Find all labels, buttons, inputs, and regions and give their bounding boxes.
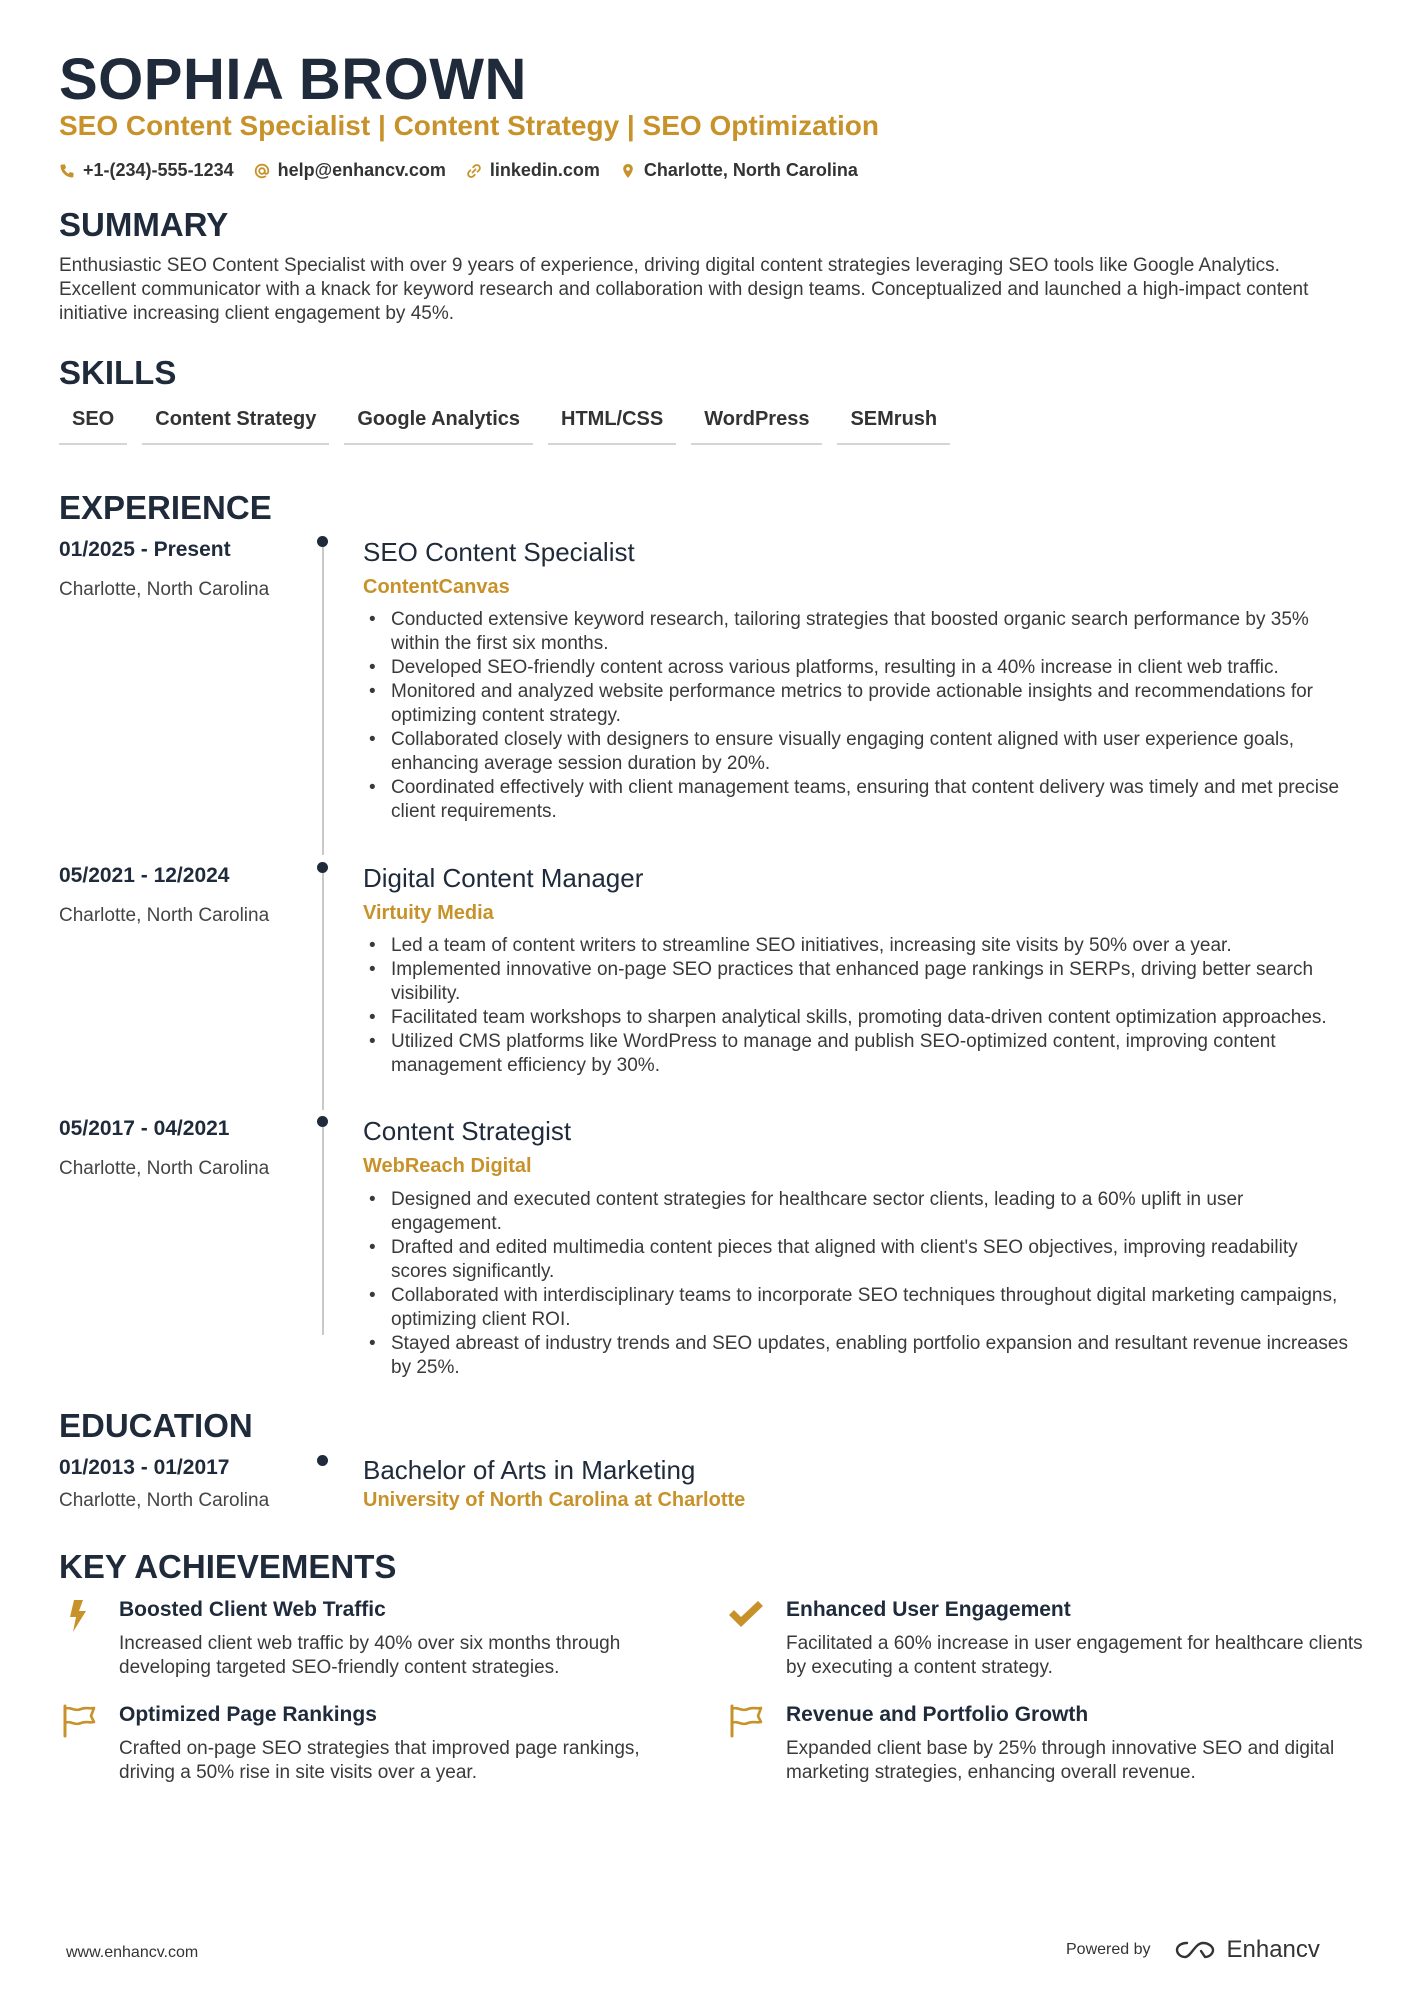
job-dates: 05/2021 - 12/2024 <box>59 864 230 887</box>
list-item: • Drafted and edited multimedia content pieces that aligned with client's SEO objectives, improving readability scores significantly. <box>363 1236 1353 1284</box>
timeline-line <box>322 545 324 855</box>
job-location: Charlotte, North Carolina <box>59 579 270 600</box>
contact-linkedin[interactable] <box>466 160 600 181</box>
achievement-description: Facilitated a 60% increase in user engagement for healthcare clients by executing a content strategy. <box>786 1633 1363 1678</box>
achievement-description: Increased client web traffic by 40% over six months through developing targeted SEO-friendly content strategies. <box>119 1633 621 1678</box>
enhancv-logo[interactable] <box>1173 1936 1320 1964</box>
summary-text: Enthusiastic SEO Content Specialist with over 9 years of experience, driving digital content strategies leveraging SEO tools like Google Analytics. Excellent communicator with a knack for keyword research and collaboration with design teams. Conceptualized and launched a high-impact content initiative increasing client engagement by 45%. <box>59 255 1309 324</box>
experience-heading: EXPERIENCE <box>59 489 272 526</box>
job-location: Charlotte, North Carolina <box>59 1158 270 1179</box>
flag-icon <box>726 1703 766 1739</box>
contact-linkedin-text: linkedin.com <box>489 160 600 180</box>
contact-bar <box>59 160 858 181</box>
skills-list <box>59 408 950 445</box>
job-dates: 01/2025 - Present <box>59 538 231 561</box>
job-bullets <box>363 934 1353 1078</box>
checkmark-icon <box>726 1598 766 1634</box>
list-item: • Led a team of content writers to streamline SEO initiatives, increasing site visits by 50% over a year. <box>363 934 1353 958</box>
achievement-description: Expanded client base by 25% through innovative SEO and digital marketing strategies, enhancing overall revenue. <box>786 1738 1335 1783</box>
list-item: • Implemented innovative on-page SEO practices that enhanced page rankings in SERPs, driving better search visibility. <box>363 958 1353 1006</box>
education-location: Charlotte, North Carolina <box>59 1490 270 1511</box>
job-dates: 05/2017 - 04/2021 <box>59 1117 230 1140</box>
contact-phone-text: +1-(234)-555-1234 <box>83 160 234 180</box>
at-icon <box>254 163 270 179</box>
location-pin-icon <box>620 163 636 179</box>
list-item: • Collaborated with interdisciplinary teams to incorporate SEO techniques throughout digital marketing campaigns, optimizing client ROI. <box>363 1284 1353 1332</box>
list-item: • Facilitated team workshops to sharpen analytical skills, promoting data-driven content optimization approaches. <box>363 1006 1353 1030</box>
list-item: • Collaborated closely with designers to ensure visually engaging content aligned with user experience goals, enhancing average session duration by 20%. <box>363 728 1353 776</box>
list-item: • Utilized CMS platforms like WordPress to manage and publish SEO-optimized content, improving content management efficiency by 30%. <box>363 1030 1353 1078</box>
list-item: • Monitored and analyzed website performance metrics to provide actionable insights and recommendations for optimizing content strategy. <box>363 680 1353 728</box>
footer-branding <box>1066 1936 1320 1964</box>
list-item: • Stayed abreast of industry trends and SEO updates, enabling portfolio expansion and resultant revenue increases by 25%. <box>363 1332 1353 1380</box>
achievement-title: Boosted Client Web Traffic <box>119 1598 386 1621</box>
education-school: University of North Carolina at Charlotte <box>363 1489 746 1511</box>
job-company: Virtuity Media <box>363 902 494 924</box>
timeline-line <box>322 870 324 1110</box>
contact-email[interactable] <box>254 160 446 181</box>
skill-tag: SEMrush <box>837 408 950 445</box>
job-title: Content Strategist <box>363 1116 572 1146</box>
skill-tag: Content Strategy <box>142 408 329 445</box>
list-item: • Coordinated effectively with client management teams, ensuring that content delivery was timely and met precise client requirements. <box>363 776 1353 824</box>
timeline-dot <box>317 1455 328 1466</box>
contact-location-text: Charlotte, North Carolina <box>643 160 858 180</box>
enhancv-logo-text: Enhancv <box>1226 1936 1320 1963</box>
candidate-name: SOPHIA BROWN <box>59 47 527 112</box>
education-degree: Bachelor of Arts in Marketing <box>363 1455 696 1485</box>
powered-by-label: Powered by <box>1066 1941 1151 1958</box>
summary-heading: SUMMARY <box>59 206 229 243</box>
job-title: Digital Content Manager <box>363 863 644 893</box>
education-dates: 01/2013 - 01/2017 <box>59 1456 230 1479</box>
lightning-icon <box>59 1598 99 1634</box>
achievement-title: Revenue and Portfolio Growth <box>786 1703 1089 1726</box>
skills-heading: SKILLS <box>59 354 177 391</box>
job-company: ContentCanvas <box>363 576 510 598</box>
list-item: • Conducted extensive keyword research, tailoring strategies that boosted organic search performance by 35% within the first six months. <box>363 608 1353 656</box>
job-title: SEO Content Specialist <box>363 537 635 567</box>
flag-icon <box>59 1703 99 1739</box>
skill-tag: WordPress <box>691 408 822 445</box>
contact-location <box>620 160 858 181</box>
contact-phone[interactable] <box>59 160 234 181</box>
timeline-line <box>322 1123 324 1335</box>
job-bullets <box>363 1188 1353 1380</box>
skill-tag: Google Analytics <box>344 408 533 445</box>
achievement-title: Optimized Page Rankings <box>119 1703 377 1726</box>
achievement-description: Crafted on-page SEO strategies that improved page rankings, driving a 50% rise in site visits over a year. <box>119 1738 640 1783</box>
job-company: WebReach Digital <box>363 1155 532 1177</box>
job-location: Charlotte, North Carolina <box>59 905 270 926</box>
link-icon <box>466 163 482 179</box>
list-item: • Developed SEO-friendly content across various platforms, resulting in a 40% increase in client web traffic. <box>363 656 1353 680</box>
achievement-title: Enhanced User Engagement <box>786 1598 1071 1621</box>
contact-email-text: help@enhancv.com <box>277 160 446 180</box>
candidate-headline: SEO Content Specialist | Content Strategy | SEO Optimization <box>59 110 879 141</box>
timeline-dot <box>317 1116 328 1127</box>
enhancv-logo-icon <box>1173 1938 1219 1962</box>
timeline-dot <box>317 536 328 547</box>
list-item: • Designed and executed content strategies for healthcare sector clients, leading to a 60% uplift in user engagement. <box>363 1188 1353 1236</box>
skill-tag: HTML/CSS <box>548 408 676 445</box>
achievements-heading: KEY ACHIEVEMENTS <box>59 1548 397 1585</box>
footer-website[interactable]: www.enhancv.com <box>66 1944 199 1961</box>
skill-tag: SEO <box>59 408 127 445</box>
phone-icon <box>59 163 75 179</box>
job-bullets <box>363 608 1353 824</box>
timeline-dot <box>317 862 328 873</box>
education-heading: EDUCATION <box>59 1407 253 1444</box>
